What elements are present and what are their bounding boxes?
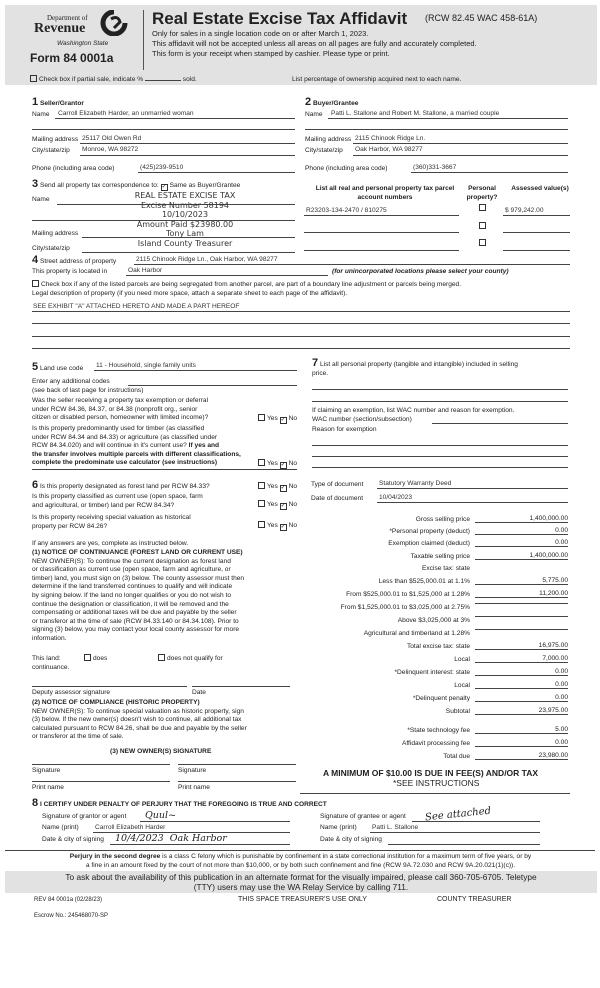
rule bbox=[312, 456, 568, 457]
grantee-name-label: Name (print) bbox=[320, 824, 357, 831]
tax-row-label: Local bbox=[454, 682, 470, 689]
rule bbox=[328, 118, 568, 119]
partial-sale-label: Check box if partial sale, indicate % bbox=[39, 76, 144, 83]
tax-row-value[interactable]: 0.00 bbox=[475, 539, 568, 547]
rule bbox=[55, 118, 295, 119]
timber-yes-no[interactable]: Yes ✓ No bbox=[258, 459, 297, 469]
rule bbox=[32, 129, 295, 130]
rule bbox=[32, 311, 570, 312]
grantor-date-label: Date & city of signing bbox=[42, 836, 104, 843]
seller-city-field[interactable]: Monroe, WA 98272 bbox=[82, 146, 139, 153]
buyer-city-label: City/state/zip bbox=[305, 147, 343, 154]
rule bbox=[304, 232, 459, 233]
signature-label: Signature bbox=[32, 767, 61, 774]
tax-row-value[interactable]: 23,980.00 bbox=[475, 752, 568, 760]
tax-row-label: *Personal property (deduct) bbox=[389, 528, 470, 535]
tax-row-label: From $1,525,000.01 to $3,025,000 at 2.75% bbox=[340, 604, 470, 611]
additional-codes-note: (see back of last page for instructions) bbox=[32, 387, 144, 394]
buyer-phone-label: Phone (including area code) bbox=[305, 165, 388, 172]
rule bbox=[80, 143, 295, 144]
rule bbox=[312, 389, 568, 390]
personal-property-label: 7 List all personal property (tangible and intangible) included in selling price. bbox=[312, 357, 518, 377]
rule bbox=[503, 250, 570, 251]
tax-row-value[interactable] bbox=[475, 629, 568, 630]
tax-row-label: Agricultural and timberland at 1.28% bbox=[363, 630, 470, 637]
rule bbox=[312, 445, 568, 446]
grantor-sig-label: Signature of grantor or agent bbox=[42, 813, 127, 820]
personal-col-header: Personal property? bbox=[466, 185, 498, 201]
personal-property-checkbox[interactable] bbox=[479, 239, 486, 246]
partial-sale-percent-field[interactable] bbox=[145, 80, 181, 81]
date-label: Date bbox=[192, 689, 206, 696]
grantor-name-field[interactable]: Carroll Elizabeth Harder bbox=[95, 824, 166, 831]
see-instructions: *SEE INSTRUCTIONS bbox=[393, 778, 480, 788]
land-use-label: 5 Land use code bbox=[32, 361, 84, 373]
historical-question: Is this property receiving special valuation as historical property per RCW 84.26? bbox=[32, 514, 191, 530]
rule bbox=[412, 821, 540, 822]
seller-city-label: City/state/zip bbox=[32, 147, 70, 154]
dept-state: Washington State bbox=[57, 40, 109, 47]
seller-phone-field[interactable]: (425)239-9510 bbox=[140, 164, 184, 171]
new-owner-sig-title: (3) NEW OWNER(S) SIGNATURE bbox=[110, 748, 212, 755]
segregated-row: Check box if any of the listed parcels are being segregated from another parcel, are part of a boundary line adjustment or parcels being merged. bbox=[32, 280, 461, 288]
legal-label: Legal description of property (if you need more space, attach a separate sheet to each page of the affidavit). bbox=[32, 290, 348, 297]
minimum-note: A MINIMUM OF $10.00 IS DUE IN FEE(S) AND/OR TAX bbox=[323, 768, 539, 778]
tax-row-value[interactable]: 0.00 bbox=[475, 527, 568, 535]
rule bbox=[300, 793, 570, 794]
additional-codes-label: Enter any additional codes bbox=[32, 378, 110, 385]
header-note: This affidavit will not be accepted unless all areas on all pages are fully and accurately completed. bbox=[152, 39, 477, 48]
grantee-signature[interactable]: See attached bbox=[424, 805, 492, 824]
escrow-number: Escrow No.: 245468070-SP bbox=[34, 913, 109, 919]
rule bbox=[82, 252, 295, 253]
date-line bbox=[192, 686, 290, 687]
tax-row-value[interactable]: 23,975.00 bbox=[475, 707, 568, 715]
doc-date-field[interactable]: 10/04/2023 bbox=[379, 494, 413, 501]
print-name-label: Print name bbox=[178, 784, 210, 791]
rule bbox=[5, 850, 595, 851]
rule bbox=[304, 215, 459, 216]
does-checkbox[interactable]: does bbox=[84, 654, 107, 662]
treasurer-use-label: THIS SPACE TREASURER'S USE ONLY bbox=[238, 896, 367, 903]
does-not-checkbox[interactable]: does not qualify for bbox=[158, 654, 223, 662]
grantee-date-label: Date & city of signing bbox=[320, 836, 382, 843]
current-use-question: Is this property classified as current use (open space, farm and agricultural, or timber) land per RCW 84.34? bbox=[32, 493, 203, 509]
tax-row-value[interactable]: 0.00 bbox=[475, 668, 568, 676]
tax-row-label: Affidavit processing fee bbox=[401, 740, 470, 747]
ownership-note: List percentage of ownership acquired next to each name. bbox=[292, 76, 462, 83]
doc-type-field[interactable]: Statutory Warranty Deed bbox=[379, 480, 452, 487]
timber-question: Is this property predominantly used for timber (as classified under RCW 84.34 and 84.33) or agriculture (as classified under RCW 84.34.020) and will continue in it's current use? If yes and the transfer involves multiple parcels with different classifications, complete the predominate use calculator (see instructions) bbox=[32, 425, 241, 466]
seller-name-field[interactable]: Carroll Elizabeth Harder, an unmarried woman bbox=[58, 110, 194, 117]
partial-sale-checkbox[interactable] bbox=[30, 75, 37, 82]
buyer-mailing-field[interactable]: 2115 Chinook Ridge Ln. bbox=[355, 135, 426, 142]
rule bbox=[94, 370, 297, 371]
buyer-mailing-label: Mailing address bbox=[305, 136, 352, 143]
tax-row-label: *Delinquent interest: state bbox=[394, 669, 470, 676]
tax-row-label: *State technology fee bbox=[407, 727, 470, 734]
located-field[interactable]: Oak Harbor bbox=[128, 267, 163, 274]
print-name-line bbox=[32, 781, 170, 782]
seller-mailing-label: Mailing address bbox=[32, 136, 79, 143]
treasurer-stamp: REAL ESTATE EXCISE TAX Excise Number 58194 10/10/2023 Amount Paid $23980.00 Tony Lam Island County Treasurer bbox=[134, 191, 236, 248]
historical-yes-no[interactable]: Yes ✓ No bbox=[258, 521, 297, 531]
header-divider bbox=[143, 10, 144, 70]
parcel-col-header: List all real and personal property tax parcel account numbers bbox=[315, 185, 455, 201]
grantee-date-field bbox=[388, 844, 540, 845]
tax-row-value[interactable] bbox=[475, 616, 568, 617]
revenue-logo-icon bbox=[100, 10, 128, 36]
personal-property-checkbox[interactable] bbox=[479, 204, 486, 211]
if-yes-note: If any answers are yes, complete as instructed below. bbox=[32, 540, 189, 547]
rule bbox=[140, 821, 290, 822]
tax-row-label: Subtotal bbox=[445, 708, 470, 715]
certify-heading: 8 I CERTIFY UNDER PENALTY OF PERJURY THAT THE FOREGOING IS TRUE AND CORRECT bbox=[32, 797, 327, 809]
tax-row-label: Excise tax: state bbox=[421, 565, 470, 572]
tax-row-label: Local bbox=[454, 656, 470, 663]
current-use-yes-no[interactable]: Yes ✓ No bbox=[258, 500, 297, 510]
rule bbox=[353, 143, 568, 144]
same-as-buyer-checkbox[interactable]: ✓ bbox=[161, 184, 167, 190]
located-label: This property is located in bbox=[32, 268, 108, 275]
print-name-label: Print name bbox=[32, 784, 64, 791]
tax-row-value[interactable]: 1,400,000.00 bbox=[475, 552, 568, 560]
rule bbox=[110, 844, 290, 845]
rev-label: REV 84 0001a (02/28/23) bbox=[34, 897, 103, 903]
exemption-note: If claiming an exemption, list WAC number and reason for exemption. bbox=[312, 407, 515, 414]
signature-line bbox=[32, 764, 170, 765]
header-note: Only for sales in a single location code on or after March 1, 2023. bbox=[152, 29, 369, 38]
rule bbox=[80, 155, 295, 156]
partial-sale-row bbox=[30, 75, 197, 83]
grantee-name-field[interactable]: Patti L. Stallone bbox=[372, 824, 419, 831]
segregated-checkbox[interactable] bbox=[32, 280, 39, 287]
rule bbox=[134, 264, 570, 265]
print-name-line bbox=[178, 781, 296, 782]
sold-label: sold. bbox=[182, 76, 197, 83]
doc-type-label: Type of document bbox=[311, 481, 364, 488]
legal-description-field[interactable]: SEE EXHIBIT "A" ATTACHED HERETO AND MADE A PART HEREOF bbox=[33, 303, 240, 310]
dept-label: Department of bbox=[47, 14, 88, 22]
this-land-label: This land: bbox=[32, 655, 61, 662]
signature-label: Signature bbox=[178, 767, 207, 774]
tax-row-label: From $525,000.01 to $1,525,000 at 1.28% bbox=[346, 591, 470, 598]
seller-name-label: Name bbox=[32, 111, 50, 118]
corr-mailing-label: Mailing address bbox=[32, 230, 79, 237]
seller-phone-label: Phone (including area code) bbox=[32, 165, 115, 172]
buyer-name-label: Name bbox=[305, 111, 323, 118]
rule bbox=[503, 215, 570, 216]
land-use-field[interactable]: 11 - Household, single family units bbox=[96, 362, 196, 369]
tax-row-value[interactable] bbox=[475, 603, 568, 604]
perjury-note: Perjury in the second degree is a class C felony which is punishable by confinement in a state correctional institution for a maximum term of five years, or by a fine in an amount fixed by the court of not more than $10,000, or by both such confinement and fine (RCW 9A.72.030 and RCW 9A.20.021(1)(c)). bbox=[69, 853, 532, 869]
rule bbox=[138, 172, 295, 173]
tax-row-value[interactable]: 5,775.00 bbox=[475, 577, 568, 585]
rule bbox=[32, 336, 570, 337]
buyer-heading: 2 Buyer/Grantee bbox=[305, 96, 359, 108]
rule bbox=[312, 401, 568, 402]
statute: (RCW 82.45 WAC 458-61A) bbox=[425, 13, 538, 23]
tax-row-label: Less than $525,000.01 at 1.1% bbox=[378, 578, 470, 585]
tax-row-label: Total due bbox=[443, 753, 470, 760]
rule bbox=[377, 502, 568, 503]
rule bbox=[377, 488, 568, 489]
additional-codes-field bbox=[128, 385, 297, 386]
deputy-sig-label: Deputy assessor signature bbox=[32, 689, 111, 696]
reason-label: Reason for exemption bbox=[312, 426, 377, 433]
tax-row-value[interactable]: 0.00 bbox=[475, 739, 568, 747]
deputy-signature-line bbox=[32, 686, 187, 687]
seller-heading: 1 Seller/Grantor bbox=[32, 96, 84, 108]
personal-property-checkbox[interactable] bbox=[479, 222, 486, 229]
buyer-phone-field[interactable]: (360)331-3667 bbox=[413, 164, 457, 171]
page-title: Real Estate Excise Tax Affidavit bbox=[152, 9, 408, 28]
doc-date-label: Date of document bbox=[311, 495, 364, 502]
grantee-sig-label: Signature of grantee or agent bbox=[320, 813, 406, 820]
parcel-number-field[interactable]: R23203-134-2470 / 810275 bbox=[306, 207, 387, 214]
assessed-value-field[interactable]: $ 979,242.00 bbox=[505, 207, 544, 214]
seller-mailing-field[interactable]: 25117 Old Owen Rd bbox=[82, 135, 142, 142]
grantor-signature[interactable]: Quul~ bbox=[145, 810, 177, 821]
exemption-question: Was the seller receiving a property tax exemption or deferral under RCW 84.36, 84.37, or 84.38 (nonprofit org., senior citizen or disabled person, homeowner with limited income)? bbox=[32, 397, 209, 421]
county-treasurer-label: COUNTY TREASURER bbox=[437, 896, 512, 903]
tax-row-value[interactable]: 5.00 bbox=[475, 726, 568, 734]
buyer-city-field[interactable]: Oak Harbor, WA 98277 bbox=[355, 146, 423, 153]
dept-revenue-logo: Revenue bbox=[34, 21, 86, 36]
buyer-name-field[interactable]: Patti L. Stallone and Robert M. Stallone, a married couple bbox=[331, 110, 500, 117]
tax-row-label: Taxable selling price bbox=[410, 553, 470, 560]
street-label: 4 Street address of property bbox=[32, 254, 117, 266]
tax-row-label: Gross selling price bbox=[415, 516, 470, 523]
rule bbox=[370, 832, 540, 833]
corr-name-label: Name bbox=[32, 196, 50, 203]
located-note: (for unincorporated locations please select your county) bbox=[332, 268, 509, 275]
grantor-name-label: Name (print) bbox=[42, 824, 79, 831]
rule bbox=[353, 155, 568, 156]
rule bbox=[32, 348, 570, 349]
continuance-label: continuance. bbox=[32, 664, 70, 671]
signature-line bbox=[178, 764, 296, 765]
rule bbox=[411, 172, 568, 173]
grantor-date-city-field[interactable]: 10/4/2023 Oak Harbor bbox=[115, 833, 227, 844]
tax-row-label: Total excise tax: state bbox=[406, 643, 470, 650]
rule bbox=[126, 275, 328, 276]
tax-row-value[interactable]: 11,200.00 bbox=[475, 590, 568, 598]
tax-row-label: *Delinquent penalty bbox=[412, 695, 470, 702]
header-note: This form is your receipt when stamped by cashier. Please type or print. bbox=[152, 49, 390, 58]
rule bbox=[503, 232, 570, 233]
forest-yes-no[interactable]: Yes ✓ No bbox=[258, 482, 297, 492]
notice-continuance: (1) NOTICE OF CONTINUANCE (FOREST LAND OR CURRENT USE) NEW OWNER(S): To continue the current designation as forest land or classification as current use (open space, farm and agriculture, or timber) land, you must sign on (3) below. The county assessor must then determine if the land transferred continues to qualify and will indicate by signing below. If the land no longer qualifies or you do not wish to continue the designation or classification, it will be removed and the compensating or additional taxes will be due and payable by the seller or transferor at the time of sale (RCW 84.33.140 or 84.34.108). Prior to signing (3) below, you may contact your local county assessor for more information. bbox=[32, 549, 245, 642]
rule bbox=[305, 129, 568, 130]
tax-row-label: Above $3,025,000 at 3% bbox=[397, 617, 470, 624]
forest-question: 6 Is this property designated as forest land per RCW 84.33? bbox=[32, 479, 210, 491]
rule bbox=[32, 323, 570, 324]
rule bbox=[312, 467, 568, 468]
assessed-col-header: Assessed value(s) bbox=[511, 185, 569, 192]
correspondence-heading: 3 Send all property tax correspondence to: ✓ Same as Buyer/Grantee bbox=[32, 178, 241, 190]
tax-row-label: Exemption claimed (deduct) bbox=[388, 540, 470, 547]
tax-row-value[interactable]: 1,400,000.00 bbox=[475, 515, 568, 523]
tax-row-value[interactable]: 0.00 bbox=[475, 681, 568, 689]
street-field[interactable]: 2115 Chinook Ridge Ln., Oak Harbor, WA 98277 bbox=[136, 256, 278, 263]
wac-label: WAC number (section/subsection) bbox=[312, 416, 412, 423]
rule bbox=[304, 250, 459, 251]
tax-row-value[interactable]: 0.00 bbox=[475, 694, 568, 702]
rule bbox=[32, 469, 297, 470]
alt-format-note: To ask about the availability of this publication in an alternate format for the visually impaired, please call 360-705-6705. Teletype (TTY) users may use the WA Relay Service by calling 711. bbox=[65, 872, 537, 892]
exemption-yes-no[interactable]: Yes ✓ No bbox=[258, 414, 297, 424]
notice-compliance: (2) NOTICE OF COMPLIANCE (HISTORIC PROPERTY) NEW OWNER(S): To continue special valuation as historic property, sign (3) below. If the new owner(s) doesn't wish to continue, all additional tax calculated pursuant to RCW 84.26, shall be due and payable by the seller or transferor at the time of sale. bbox=[32, 699, 247, 741]
tax-row-value[interactable]: 16,975.00 bbox=[475, 642, 568, 650]
form-number: Form 84 0001a bbox=[30, 51, 114, 65]
wac-field bbox=[432, 423, 568, 424]
corr-city-label: City/state/zip bbox=[32, 245, 70, 252]
tax-row-value[interactable]: 7,000.00 bbox=[475, 655, 568, 663]
